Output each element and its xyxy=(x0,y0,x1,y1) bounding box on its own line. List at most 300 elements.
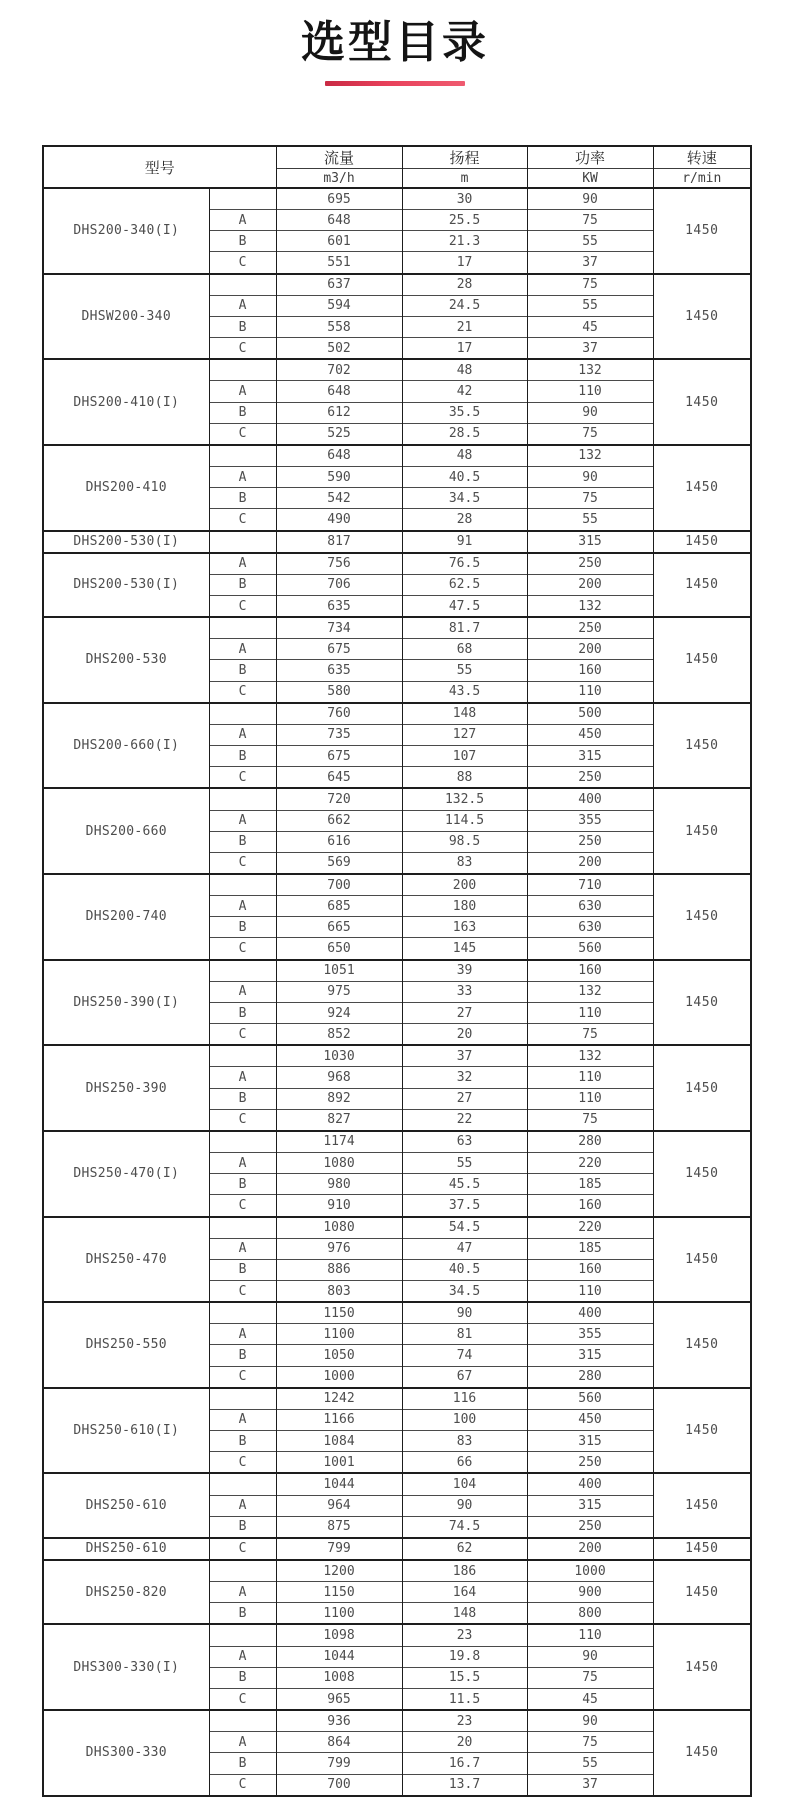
power-cell: 110 xyxy=(527,681,653,703)
table-row xyxy=(43,1217,751,1239)
speed-cell: 1450 xyxy=(653,359,751,445)
flow-cell: 645 xyxy=(276,767,402,789)
variant-cell: A xyxy=(209,381,276,402)
variant-cell: A xyxy=(209,1324,276,1345)
power-cell: 90 xyxy=(527,188,653,210)
variant-cell: B xyxy=(209,1516,276,1538)
column-header-power: 功率 xyxy=(527,146,653,169)
head-cell: 48 xyxy=(402,359,527,381)
variant-cell: C xyxy=(209,1366,276,1388)
table-row xyxy=(43,703,751,725)
power-cell: 315 xyxy=(527,746,653,767)
variant-cell xyxy=(209,617,276,639)
power-cell: 185 xyxy=(527,1174,653,1195)
power-cell: 800 xyxy=(527,1603,653,1625)
power-cell: 37 xyxy=(527,1774,653,1796)
table-row xyxy=(43,1538,751,1560)
flow-cell: 558 xyxy=(276,316,402,337)
power-cell: 315 xyxy=(527,531,653,553)
variant-cell: B xyxy=(209,660,276,681)
variant-cell xyxy=(209,359,276,381)
table-row xyxy=(43,531,751,553)
power-cell: 110 xyxy=(527,1624,653,1646)
head-cell: 30 xyxy=(402,188,527,210)
variant-cell: A xyxy=(209,1646,276,1667)
flow-cell: 502 xyxy=(276,338,402,360)
variant-cell xyxy=(209,874,276,896)
power-cell: 90 xyxy=(527,1646,653,1667)
flow-cell: 695 xyxy=(276,188,402,210)
flow-cell: 1084 xyxy=(276,1431,402,1452)
head-cell: 40.5 xyxy=(402,1259,527,1280)
power-cell: 280 xyxy=(527,1366,653,1388)
head-cell: 98.5 xyxy=(402,831,527,852)
flow-cell: 648 xyxy=(276,381,402,402)
page-header xyxy=(0,14,790,86)
head-cell: 40.5 xyxy=(402,467,527,488)
flow-cell: 910 xyxy=(276,1195,402,1217)
column-header-flow: 流量 xyxy=(276,146,402,169)
head-cell: 42 xyxy=(402,381,527,402)
power-cell: 560 xyxy=(527,938,653,960)
table-row xyxy=(43,1560,751,1582)
variant-cell: A xyxy=(209,1732,276,1753)
flow-cell: 662 xyxy=(276,810,402,831)
power-cell: 355 xyxy=(527,1324,653,1345)
variant-cell: A xyxy=(209,1495,276,1516)
column-header-model: 型号 xyxy=(144,159,175,177)
table-row xyxy=(43,960,751,982)
table-row xyxy=(43,445,751,467)
column-unit-speed: r/min xyxy=(653,169,751,189)
power-cell: 630 xyxy=(527,896,653,917)
speed-cell: 1450 xyxy=(653,1388,751,1474)
variant-cell: A xyxy=(209,639,276,660)
flow-cell: 490 xyxy=(276,509,402,531)
variant-cell xyxy=(209,1624,276,1646)
power-cell: 45 xyxy=(527,316,653,337)
variant-cell: C xyxy=(209,1109,276,1131)
variant-cell: B xyxy=(209,488,276,509)
head-cell: 63 xyxy=(402,1131,527,1153)
variant-cell: C xyxy=(209,509,276,531)
head-cell: 39 xyxy=(402,960,527,982)
power-cell: 200 xyxy=(527,574,653,595)
table-row xyxy=(43,553,751,575)
table-row xyxy=(43,188,751,210)
power-cell: 315 xyxy=(527,1495,653,1516)
model-cell: DHS250-610 xyxy=(43,1473,209,1537)
variant-cell: B xyxy=(209,1259,276,1280)
power-cell: 710 xyxy=(527,874,653,896)
variant-cell xyxy=(209,1560,276,1582)
power-cell: 45 xyxy=(527,1688,653,1710)
head-cell: 48 xyxy=(402,445,527,467)
speed-cell: 1450 xyxy=(653,1473,751,1537)
model-cell: DHS200-410(I) xyxy=(43,359,209,445)
head-cell: 83 xyxy=(402,852,527,874)
variant-cell xyxy=(209,1302,276,1324)
flow-cell: 1000 xyxy=(276,1366,402,1388)
table-row xyxy=(43,617,751,639)
power-cell: 55 xyxy=(527,295,653,316)
variant-cell: A xyxy=(209,467,276,488)
head-cell: 186 xyxy=(402,1560,527,1582)
power-cell: 37 xyxy=(527,338,653,360)
table-row xyxy=(43,874,751,896)
variant-cell: B xyxy=(209,917,276,938)
flow-cell: 1098 xyxy=(276,1624,402,1646)
flow-cell: 702 xyxy=(276,359,402,381)
head-cell: 90 xyxy=(402,1302,527,1324)
head-cell: 62.5 xyxy=(402,574,527,595)
head-cell: 114.5 xyxy=(402,810,527,831)
variant-cell: A xyxy=(209,810,276,831)
head-cell: 17 xyxy=(402,338,527,360)
speed-cell: 1450 xyxy=(653,703,751,789)
flow-cell: 1050 xyxy=(276,1345,402,1366)
power-cell: 200 xyxy=(527,639,653,660)
head-cell: 27 xyxy=(402,1088,527,1109)
model-cell: DHS250-390 xyxy=(43,1045,209,1131)
head-cell: 200 xyxy=(402,874,527,896)
power-cell: 110 xyxy=(527,1280,653,1302)
head-cell: 62 xyxy=(402,1538,527,1560)
variant-cell: A xyxy=(209,724,276,745)
flow-cell: 700 xyxy=(276,1774,402,1796)
variant-cell xyxy=(209,1217,276,1239)
variant-cell: B xyxy=(209,831,276,852)
flow-cell: 817 xyxy=(276,531,402,553)
head-cell: 21 xyxy=(402,316,527,337)
head-cell: 19.8 xyxy=(402,1646,527,1667)
head-cell: 11.5 xyxy=(402,1688,527,1710)
power-cell: 132 xyxy=(527,359,653,381)
flow-cell: 1174 xyxy=(276,1131,402,1153)
head-cell: 23 xyxy=(402,1624,527,1646)
speed-cell: 1450 xyxy=(653,617,751,703)
flow-cell: 734 xyxy=(276,617,402,639)
variant-cell xyxy=(209,274,276,296)
flow-cell: 1030 xyxy=(276,1045,402,1067)
head-cell: 148 xyxy=(402,1603,527,1625)
flow-cell: 650 xyxy=(276,938,402,960)
power-cell: 160 xyxy=(527,1195,653,1217)
head-cell: 127 xyxy=(402,724,527,745)
variant-cell xyxy=(209,1710,276,1732)
power-cell: 55 xyxy=(527,1753,653,1774)
power-cell: 160 xyxy=(527,660,653,681)
model-cell: DHS200-340(I) xyxy=(43,188,209,274)
power-cell: 160 xyxy=(527,1259,653,1280)
flow-cell: 892 xyxy=(276,1088,402,1109)
head-cell: 74 xyxy=(402,1345,527,1366)
flow-cell: 635 xyxy=(276,595,402,617)
power-cell: 250 xyxy=(527,767,653,789)
variant-cell: C xyxy=(209,595,276,617)
variant-cell: B xyxy=(209,231,276,252)
variant-cell: A xyxy=(209,553,276,575)
power-cell: 55 xyxy=(527,509,653,531)
flow-cell: 1100 xyxy=(276,1324,402,1345)
variant-cell: A xyxy=(209,295,276,316)
variant-cell xyxy=(209,445,276,467)
power-cell: 90 xyxy=(527,402,653,423)
power-cell: 450 xyxy=(527,1409,653,1430)
power-cell: 280 xyxy=(527,1131,653,1153)
head-cell: 34.5 xyxy=(402,488,527,509)
power-cell: 250 xyxy=(527,553,653,575)
speed-cell: 1450 xyxy=(653,1131,751,1217)
flow-cell: 1080 xyxy=(276,1153,402,1174)
variant-cell: C xyxy=(209,1024,276,1046)
head-cell: 47 xyxy=(402,1238,527,1259)
head-cell: 148 xyxy=(402,703,527,725)
flow-cell: 637 xyxy=(276,274,402,296)
head-cell: 67 xyxy=(402,1366,527,1388)
power-cell: 75 xyxy=(527,1732,653,1753)
flow-cell: 1051 xyxy=(276,960,402,982)
variant-cell xyxy=(209,1131,276,1153)
variant-cell: B xyxy=(209,574,276,595)
column-unit-head: m xyxy=(402,169,527,189)
model-cell: DHS200-530 xyxy=(43,617,209,703)
power-cell: 220 xyxy=(527,1217,653,1239)
head-cell: 15.5 xyxy=(402,1667,527,1688)
flow-cell: 924 xyxy=(276,1002,402,1023)
power-cell: 220 xyxy=(527,1153,653,1174)
head-cell: 145 xyxy=(402,938,527,960)
power-cell: 500 xyxy=(527,703,653,725)
model-cell: DHS200-530(I) xyxy=(43,553,209,617)
head-cell: 24.5 xyxy=(402,295,527,316)
power-cell: 75 xyxy=(527,423,653,445)
variant-cell xyxy=(209,1473,276,1495)
head-cell: 132.5 xyxy=(402,788,527,810)
flow-cell: 675 xyxy=(276,746,402,767)
head-cell: 20 xyxy=(402,1024,527,1046)
model-cell: DHS250-550 xyxy=(43,1302,209,1388)
head-cell: 81 xyxy=(402,1324,527,1345)
flow-cell: 580 xyxy=(276,681,402,703)
power-cell: 132 xyxy=(527,445,653,467)
head-cell: 28 xyxy=(402,274,527,296)
power-cell: 400 xyxy=(527,1473,653,1495)
variant-cell: B xyxy=(209,1088,276,1109)
head-cell: 116 xyxy=(402,1388,527,1410)
power-cell: 250 xyxy=(527,1452,653,1474)
power-cell: 110 xyxy=(527,1067,653,1088)
power-cell: 250 xyxy=(527,617,653,639)
flow-cell: 542 xyxy=(276,488,402,509)
head-cell: 180 xyxy=(402,896,527,917)
head-cell: 88 xyxy=(402,767,527,789)
variant-cell: B xyxy=(209,1345,276,1366)
page-title: 选型目录 xyxy=(301,18,489,67)
flow-cell: 735 xyxy=(276,724,402,745)
head-cell: 164 xyxy=(402,1582,527,1603)
head-cell: 17 xyxy=(402,252,527,274)
power-cell: 132 xyxy=(527,1045,653,1067)
model-cell: DHSW200-340 xyxy=(43,274,209,360)
speed-cell: 1450 xyxy=(653,1538,751,1560)
head-cell: 43.5 xyxy=(402,681,527,703)
head-cell: 107 xyxy=(402,746,527,767)
variant-cell: C xyxy=(209,1452,276,1474)
power-cell: 355 xyxy=(527,810,653,831)
speed-cell: 1450 xyxy=(653,553,751,617)
flow-cell: 1080 xyxy=(276,1217,402,1239)
flow-cell: 936 xyxy=(276,1710,402,1732)
variant-cell: C xyxy=(209,252,276,274)
head-cell: 100 xyxy=(402,1409,527,1430)
head-cell: 22 xyxy=(402,1109,527,1131)
flow-cell: 968 xyxy=(276,1067,402,1088)
model-cell: DHS250-470 xyxy=(43,1217,209,1303)
speed-cell: 1450 xyxy=(653,960,751,1046)
head-cell: 45.5 xyxy=(402,1174,527,1195)
head-cell: 33 xyxy=(402,981,527,1002)
variant-cell: B xyxy=(209,1002,276,1023)
model-cell: DHS300-330(I) xyxy=(43,1624,209,1710)
variant-cell: B xyxy=(209,316,276,337)
flow-cell: 964 xyxy=(276,1495,402,1516)
head-cell: 16.7 xyxy=(402,1753,527,1774)
head-cell: 28 xyxy=(402,509,527,531)
power-cell: 200 xyxy=(527,852,653,874)
model-cell: DHS200-530(I) xyxy=(43,531,209,553)
power-cell: 110 xyxy=(527,1002,653,1023)
head-cell: 37 xyxy=(402,1045,527,1067)
model-cell: DHS250-610(I) xyxy=(43,1388,209,1474)
table-row xyxy=(43,1473,751,1495)
power-cell: 75 xyxy=(527,1024,653,1046)
flow-cell: 1008 xyxy=(276,1667,402,1688)
flow-cell: 886 xyxy=(276,1259,402,1280)
flow-cell: 875 xyxy=(276,1516,402,1538)
variant-cell: A xyxy=(209,210,276,231)
title-underline-decoration xyxy=(325,81,465,86)
model-cell: DHS250-470(I) xyxy=(43,1131,209,1217)
model-cell: DHS250-820 xyxy=(43,1560,209,1624)
head-cell: 13.7 xyxy=(402,1774,527,1796)
variant-cell: B xyxy=(209,1753,276,1774)
speed-cell: 1450 xyxy=(653,445,751,531)
head-cell: 66 xyxy=(402,1452,527,1474)
head-cell: 163 xyxy=(402,917,527,938)
variant-cell: B xyxy=(209,1667,276,1688)
power-cell: 900 xyxy=(527,1582,653,1603)
flow-cell: 980 xyxy=(276,1174,402,1195)
head-cell: 91 xyxy=(402,531,527,553)
flow-cell: 864 xyxy=(276,1732,402,1753)
speed-cell: 1450 xyxy=(653,531,751,553)
flow-cell: 685 xyxy=(276,896,402,917)
variant-cell: C xyxy=(209,1280,276,1302)
flow-cell: 1044 xyxy=(276,1473,402,1495)
flow-cell: 594 xyxy=(276,295,402,316)
flow-cell: 827 xyxy=(276,1109,402,1131)
head-cell: 23 xyxy=(402,1710,527,1732)
speed-cell: 1450 xyxy=(653,274,751,360)
variant-cell: C xyxy=(209,338,276,360)
power-cell: 315 xyxy=(527,1431,653,1452)
variant-cell: C xyxy=(209,681,276,703)
flow-cell: 799 xyxy=(276,1753,402,1774)
speed-cell: 1450 xyxy=(653,1045,751,1131)
table-row xyxy=(43,1388,751,1410)
table-row xyxy=(43,1624,751,1646)
flow-cell: 648 xyxy=(276,445,402,467)
head-cell: 81.7 xyxy=(402,617,527,639)
power-cell: 132 xyxy=(527,981,653,1002)
variant-cell: C xyxy=(209,938,276,960)
variant-cell: B xyxy=(209,1603,276,1625)
variant-cell: A xyxy=(209,1067,276,1088)
head-cell: 20 xyxy=(402,1732,527,1753)
speed-cell: 1450 xyxy=(653,188,751,274)
power-cell: 90 xyxy=(527,467,653,488)
power-cell: 55 xyxy=(527,231,653,252)
power-cell: 400 xyxy=(527,1302,653,1324)
variant-cell: A xyxy=(209,1582,276,1603)
power-cell: 110 xyxy=(527,1088,653,1109)
head-cell: 37.5 xyxy=(402,1195,527,1217)
head-cell: 34.5 xyxy=(402,1280,527,1302)
variant-cell xyxy=(209,703,276,725)
column-header-head: 扬程 xyxy=(402,146,527,169)
variant-cell: C xyxy=(209,1538,276,1560)
speed-cell: 1450 xyxy=(653,874,751,960)
variant-cell: A xyxy=(209,1153,276,1174)
power-cell: 37 xyxy=(527,252,653,274)
flow-cell: 1150 xyxy=(276,1302,402,1324)
flow-cell: 799 xyxy=(276,1538,402,1560)
flow-cell: 616 xyxy=(276,831,402,852)
table-row xyxy=(43,1131,751,1153)
variant-cell xyxy=(209,1045,276,1067)
head-cell: 54.5 xyxy=(402,1217,527,1239)
head-cell: 27 xyxy=(402,1002,527,1023)
flow-cell: 1242 xyxy=(276,1388,402,1410)
flow-cell: 965 xyxy=(276,1688,402,1710)
flow-cell: 1100 xyxy=(276,1603,402,1625)
model-cell: DHS200-660(I) xyxy=(43,703,209,789)
head-cell: 76.5 xyxy=(402,553,527,575)
model-cell: DHS200-740 xyxy=(43,874,209,960)
power-cell: 160 xyxy=(527,960,653,982)
flow-cell: 612 xyxy=(276,402,402,423)
power-cell: 110 xyxy=(527,381,653,402)
model-cell: DHS200-660 xyxy=(43,788,209,874)
variant-cell xyxy=(209,1388,276,1410)
flow-cell: 648 xyxy=(276,210,402,231)
power-cell: 75 xyxy=(527,210,653,231)
flow-cell: 675 xyxy=(276,639,402,660)
head-cell: 90 xyxy=(402,1495,527,1516)
flow-cell: 760 xyxy=(276,703,402,725)
flow-cell: 706 xyxy=(276,574,402,595)
speed-cell: 1450 xyxy=(653,1710,751,1796)
power-cell: 560 xyxy=(527,1388,653,1410)
power-cell: 132 xyxy=(527,595,653,617)
variant-cell: C xyxy=(209,1774,276,1796)
variant-cell: C xyxy=(209,423,276,445)
model-cell: DHS300-330 xyxy=(43,1710,209,1796)
table-row xyxy=(43,1045,751,1067)
variant-cell: B xyxy=(209,402,276,423)
power-cell: 75 xyxy=(527,1109,653,1131)
